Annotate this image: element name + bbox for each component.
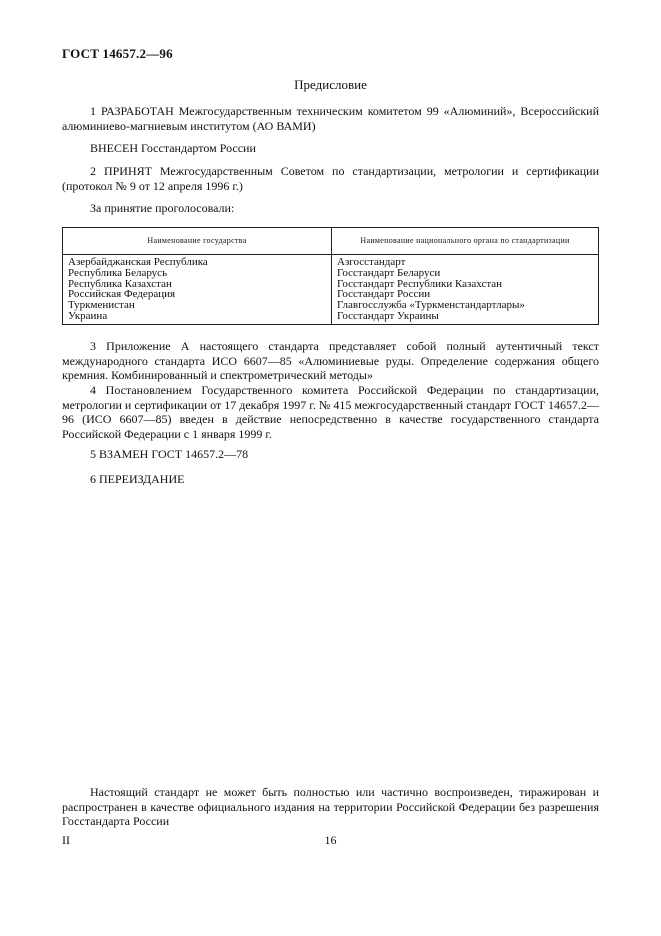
section-title: Предисловие [294, 77, 367, 92]
table-cell-body: Главгосслужба «Туркменстандартлары» [337, 299, 525, 312]
table-cell-body: Госстандарт Беларуси [337, 266, 441, 279]
table-header-divider [63, 254, 598, 255]
table-column-bodies [337, 257, 595, 322]
table-cell-state: Республика Казахстан [68, 277, 172, 290]
document-code: ГОСТ 14657.2—96 [62, 46, 173, 61]
paragraph-decree: 4 Постановлением Государственного комитета Российской Федерации по стандартизации, метрологии и сертификации от 17 декабря 1997 г. № 415 межгосударственный стандарт ГОСТ 14657.2—96 (ИСО 6607—85) введен в действие непосредственно в качестве государственного стандарта Российской Федерации с 1 января 1999 г. [62, 383, 599, 441]
table-header-body: Наименование национального органа по стандартизации [360, 236, 570, 245]
table-cell-body: Госстандарт Украины [337, 309, 439, 322]
paragraph-replaces: 5 ВЗАМЕН ГОСТ 14657.2—78 [90, 447, 249, 461]
page-roman-numeral: II [62, 833, 70, 847]
table-cell-state: Украина [68, 309, 108, 322]
paragraph-appendix: 3 Приложение А настоящего стандарта представляет собой полный аутентичный текст международного стандарта ИСО 6607—85 «Алюминиевые руды. Определение содержания общего кремния. Комбинированный и спектрометрический методы» [62, 339, 599, 382]
table-cell-state: Туркменистан [68, 299, 135, 312]
table-cell-body: Госстандарт России [337, 288, 431, 301]
table-cell-state: Азербайджанская Республика [68, 256, 208, 268]
table-cell-state: Российская Федерация [68, 288, 176, 301]
paragraph-adopted: 2 ПРИНЯТ Межгосударственным Советом по стандартизации, метрологии и сертификации (протокол № 9 от 12 апреля 1996 г.) [62, 164, 599, 193]
table-cell-body: Госстандарт Республики Казахстан [337, 277, 503, 290]
copyright-notice: Настоящий стандарт не может быть полностью или частично воспроизведен, тиражирован и распространен в качестве официального издания на территории Российской Федерации без разрешения Госстандарта России [62, 785, 599, 828]
table-cell-body: Азгосстандарт [337, 256, 406, 268]
table-cell-state: Республика Беларусь [68, 266, 168, 279]
table-column-states [68, 257, 326, 322]
voting-table [62, 227, 599, 325]
paragraph-reissue: 6 ПЕРЕИЗДАНИЕ [90, 472, 185, 486]
paragraph-introduced: ВНЕСЕН Госстандартом России [90, 141, 256, 155]
paragraph-voted: За принятие проголосовали: [90, 201, 235, 215]
paragraph-developed: 1 РАЗРАБОТАН Межгосударственным техническим комитетом 99 «Алюминий», Всероссийский алюминиево-магниевым институтом (АО ВАМИ) [62, 104, 599, 133]
table-header-state: Наименование государства [147, 236, 247, 245]
page-number: 16 [324, 833, 337, 847]
